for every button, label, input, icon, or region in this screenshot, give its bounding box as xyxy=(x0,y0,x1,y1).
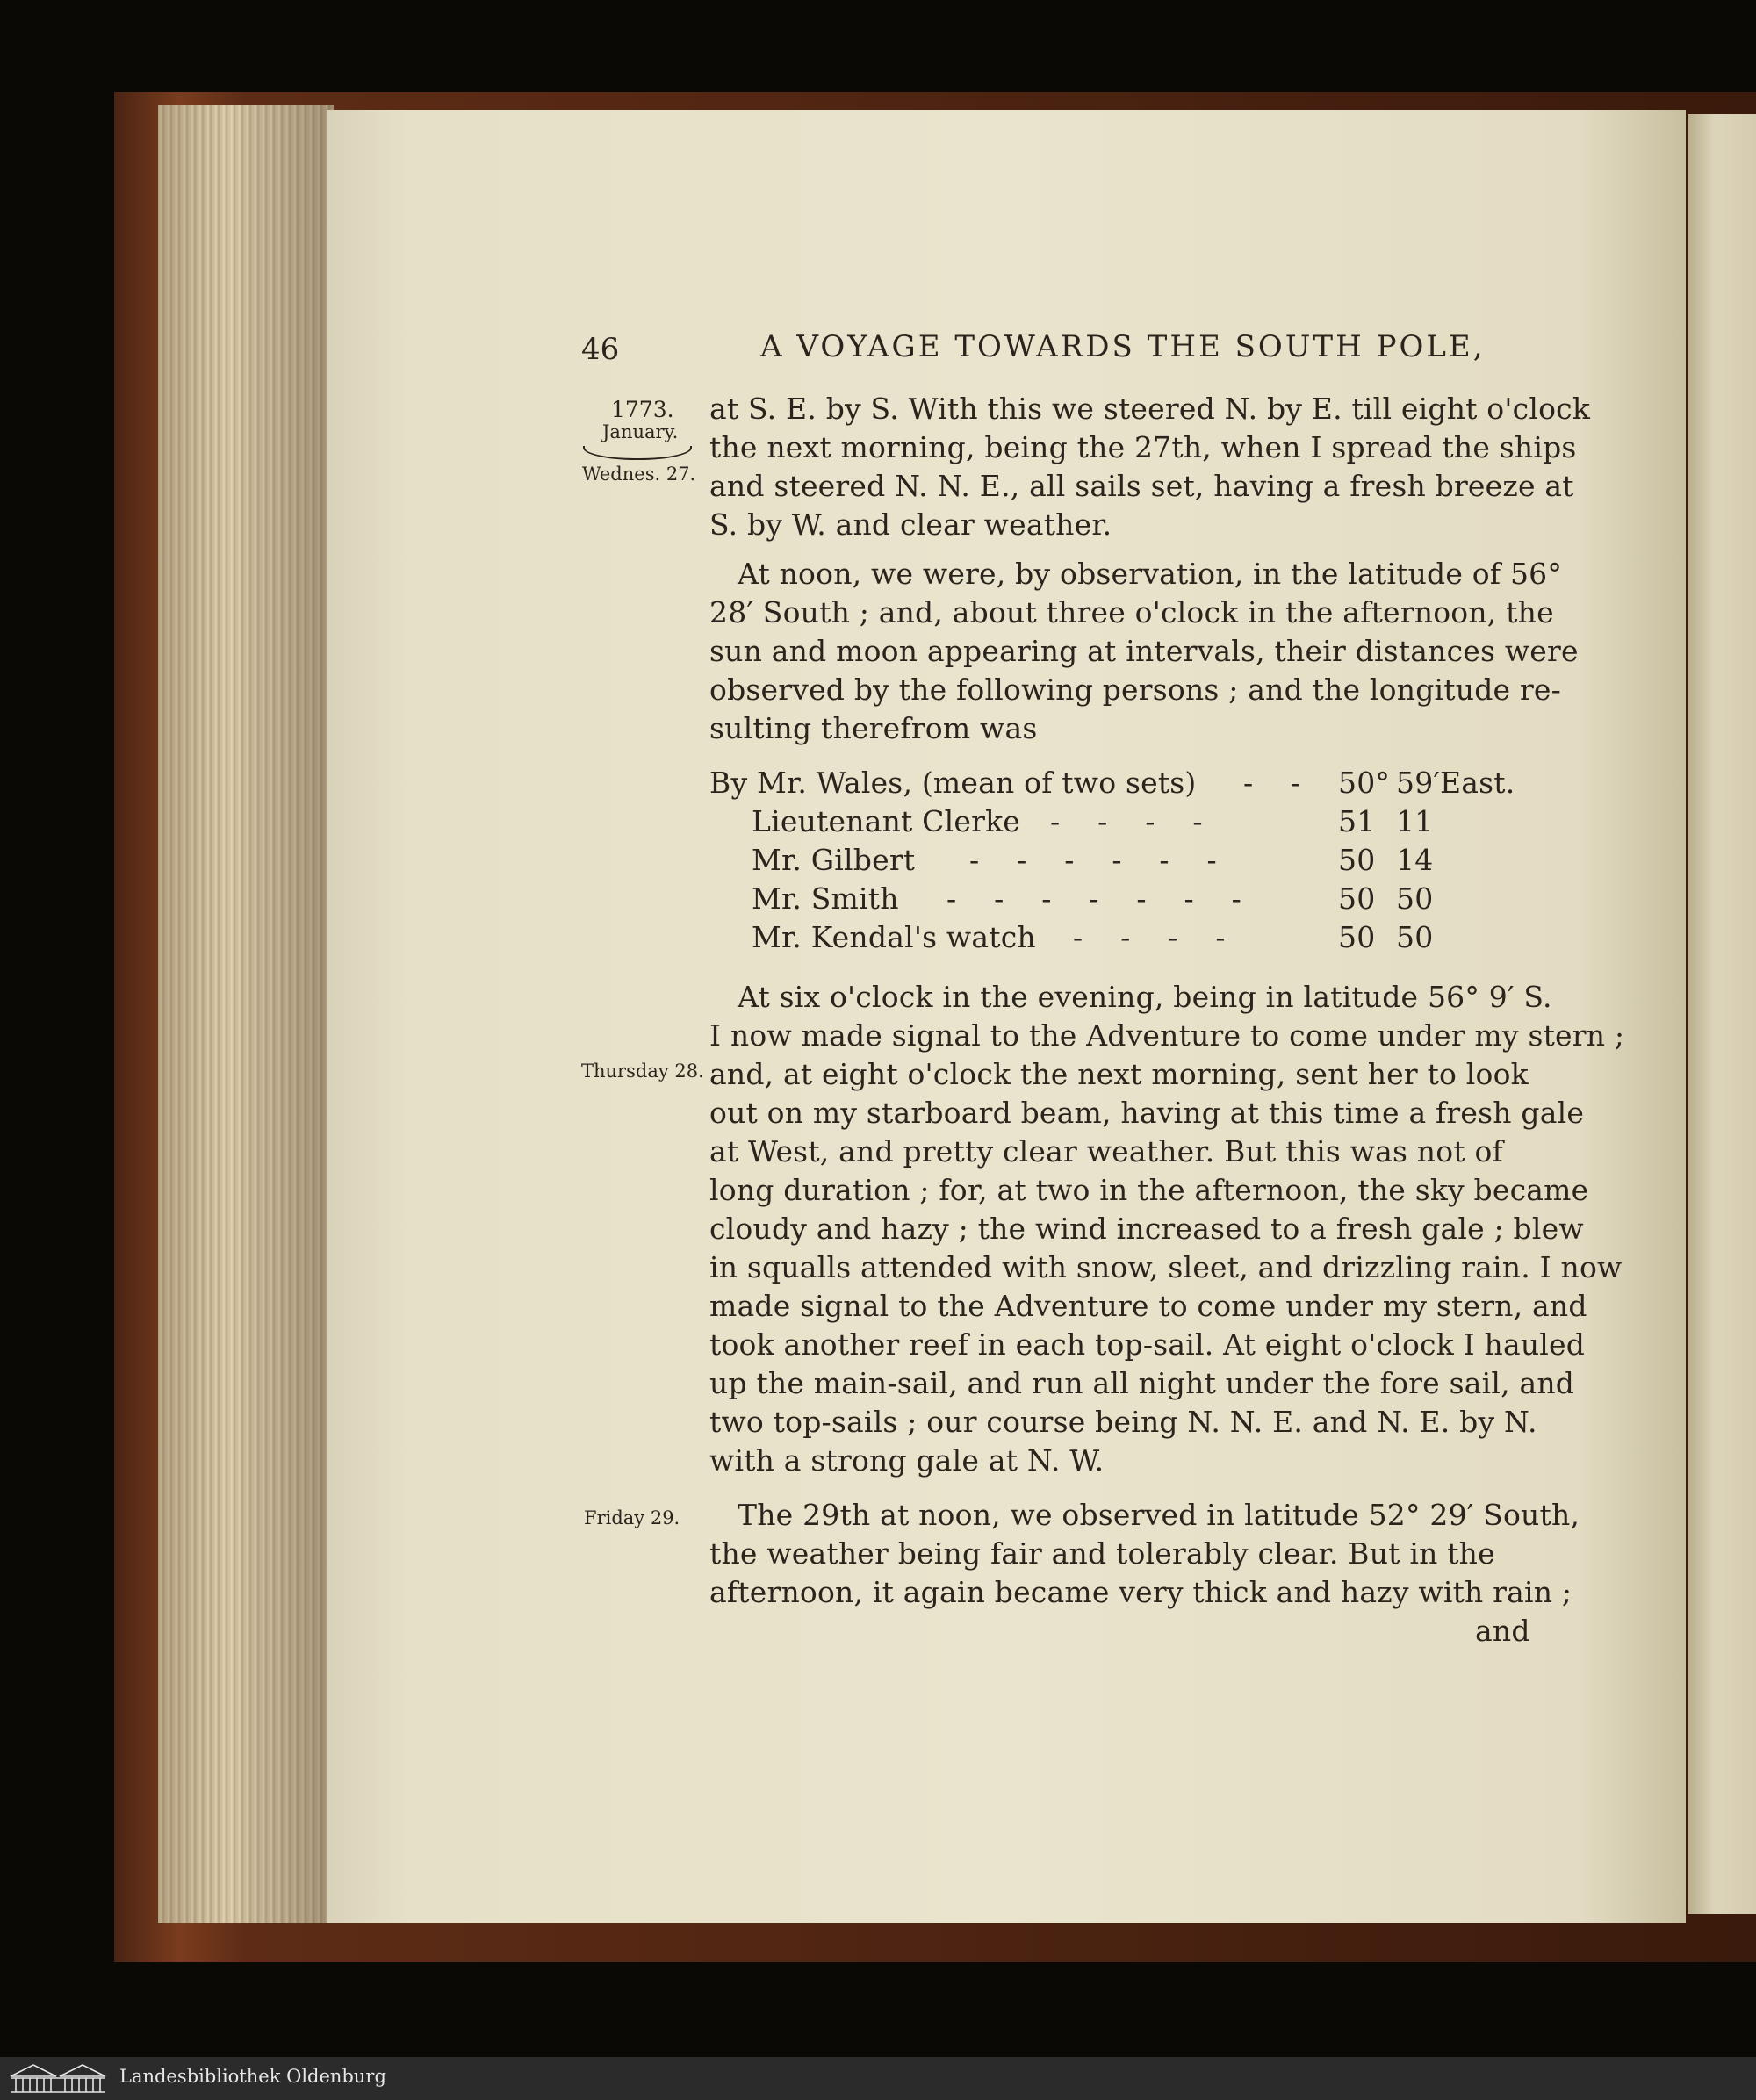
text-line: the weather being fair and tolerably clear. But in the xyxy=(709,1536,1495,1571)
library-footer xyxy=(0,2057,1756,2100)
library-building-icon xyxy=(9,2062,107,2094)
text-line: took another reef in each top-sail. At eight o'clock I hauled xyxy=(709,1327,1586,1362)
text-line: At noon, we were, by observation, in the latitude of 56° xyxy=(738,557,1563,591)
next-page-edge xyxy=(1688,114,1756,1914)
library-name: Landesbibliothek Oldenburg xyxy=(119,2066,386,2087)
observer-name: By Mr. Wales, (mean of two sets) xyxy=(709,766,1197,800)
page-number: 46 xyxy=(581,332,620,367)
observer-name: Mr. Gilbert xyxy=(752,843,916,877)
text-line: observed by the following persons ; and the longitude re- xyxy=(709,672,1561,707)
observer-name: Mr. Kendal's watch xyxy=(752,920,1036,954)
longitude-degrees: 50 xyxy=(1338,920,1376,954)
leader-dashes: - - - - - - xyxy=(969,843,1217,877)
text-line: sun and moon appearing at intervals, their distances were xyxy=(709,634,1579,668)
leader-dashes: - - - - xyxy=(1050,804,1203,838)
margin-year: 1773. xyxy=(611,397,674,422)
observer-name: Lieutenant Clerke xyxy=(752,804,1021,838)
text-line: at West, and pretty clear weather. But this was not of xyxy=(709,1134,1503,1169)
text-line: S. by W. and clear weather. xyxy=(709,507,1112,542)
text-line: made signal to the Adventure to come under my stern, and xyxy=(709,1289,1587,1323)
page-edges xyxy=(158,105,334,1923)
longitude-degrees: 50 xyxy=(1338,881,1376,916)
text-line: up the main-sail, and run all night under the fore sail, and xyxy=(709,1366,1575,1400)
observer-name: Mr. Smith xyxy=(752,881,899,916)
longitude-minutes: 11 xyxy=(1396,804,1434,838)
text-line: At six o'clock in the evening, being in latitude 56° 9′ S. xyxy=(738,980,1552,1014)
text-line: and, at eight o'clock the next morning, sent her to look xyxy=(709,1057,1529,1091)
margin-date-friday: Friday 29. xyxy=(584,1507,680,1528)
text-line: out on my starboard beam, having at this time a fresh gale xyxy=(709,1096,1585,1130)
text-line: sulting therefrom was xyxy=(709,711,1038,745)
leader-dashes: - - - - xyxy=(1073,920,1226,954)
catchword: and xyxy=(1475,1614,1530,1648)
text-line: at S. E. by S. With this we steered N. by E. till eight o'clock xyxy=(709,392,1591,426)
text-line: long duration ; for, at two in the afternoon, the sky became xyxy=(709,1173,1589,1207)
text-line: The 29th at noon, we observed in latitude 52° 29′ South, xyxy=(738,1498,1580,1532)
text-line: I now made signal to the Adventure to come under my stern ; xyxy=(709,1018,1625,1053)
longitude-degrees: 51 xyxy=(1338,804,1376,838)
longitude-minutes: 14 xyxy=(1396,843,1434,877)
margin-date-thursday: Thursday 28. xyxy=(581,1061,704,1082)
text-line: two top-sails ; our course being N. N. E. and N. E. by N. xyxy=(709,1405,1537,1439)
text-line: in squalls attended with snow, sleet, and drizzling rain. I now xyxy=(709,1250,1623,1284)
margin-month: January. xyxy=(602,421,679,442)
longitude-direction: East. xyxy=(1440,766,1515,800)
longitude-degrees: 50° xyxy=(1338,766,1391,800)
leader-dashes: - - xyxy=(1243,766,1301,800)
longitude-minutes: 50 xyxy=(1396,881,1434,916)
text-line: cloudy and hazy ; the wind increased to a fresh gale ; blew xyxy=(709,1212,1584,1246)
book-page xyxy=(327,110,1686,1923)
margin-date-wednesday: Wednes. 27. xyxy=(582,464,696,485)
text-line: with a strong gale at N. W. xyxy=(709,1443,1105,1478)
leader-dashes: - - - - - - - xyxy=(946,881,1242,916)
text-line: and steered N. N. E., all sails set, having a fresh breeze at xyxy=(709,469,1574,503)
text-line: afternoon, it again became very thick and hazy with rain ; xyxy=(709,1575,1572,1609)
longitude-degrees: 50 xyxy=(1338,843,1376,877)
text-line: the next morning, being the 27th, when I spread the ships xyxy=(709,430,1577,464)
running-title: A VOYAGE TOWARDS THE SOUTH POLE, xyxy=(760,329,1486,364)
longitude-minutes: 59′ xyxy=(1396,766,1441,800)
longitude-minutes: 50 xyxy=(1396,920,1434,954)
text-line: 28′ South ; and, about three o'clock in the afternoon, the xyxy=(709,595,1554,629)
